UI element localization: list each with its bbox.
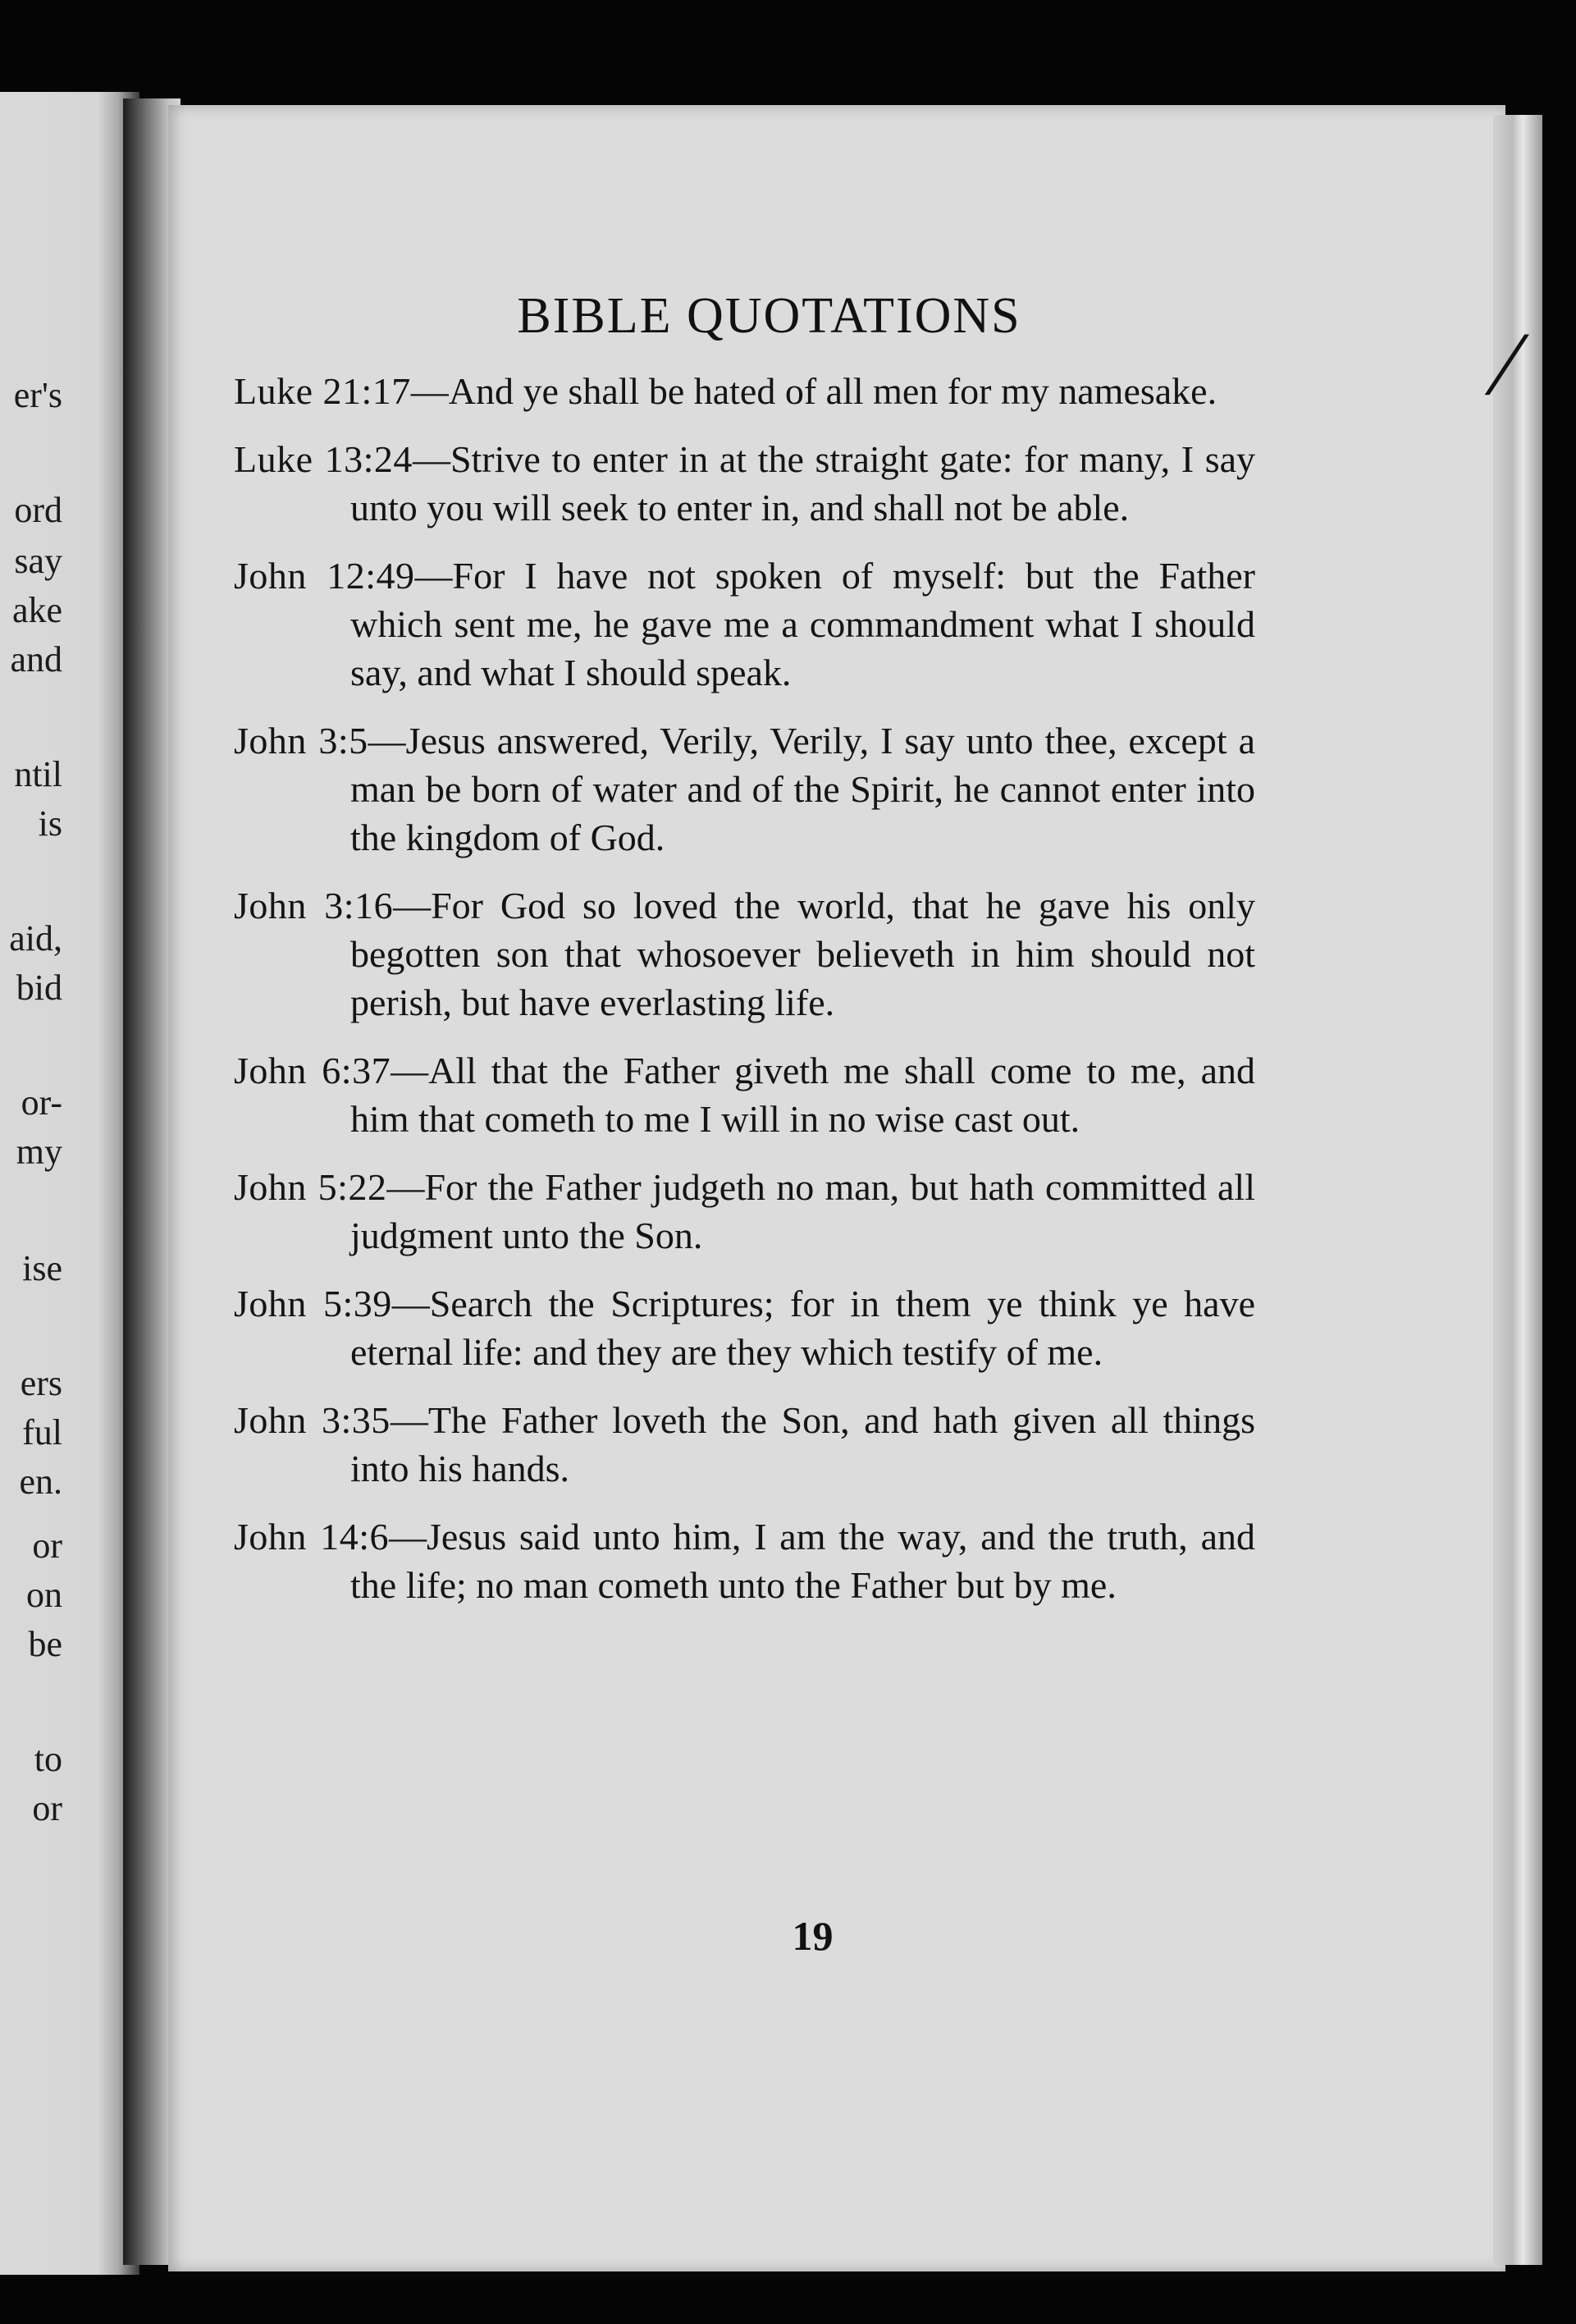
verse-reference: John 14:6: [234, 1516, 389, 1558]
verse-text: Jesus answered, Verily, Verily, I say unto thee, except a man be born of water and of the Spirit, he cannot enter into the kingdom of God.: [350, 720, 1255, 858]
left-fragment: or: [32, 1788, 62, 1828]
left-fragment: ake: [11, 590, 62, 630]
page-title: BIBLE QUOTATIONS: [517, 288, 1021, 344]
verse-text: All that the Father giveth me shall come to me, and him that cometh to me I will in no wise cast out.: [350, 1050, 1255, 1140]
verse-text: For God so loved the world, that he gave his only begotten son that whosoever believeth in him should not perish, but have everlasting life.: [350, 885, 1255, 1023]
quotation-entry: John 3:5—Jesus answered, Verily, Verily, I say unto thee, except a man be born of water and of the Spirit, he cannot enter into the kingdom of God.: [234, 720, 1255, 858]
edge-mark: /: [1486, 313, 1526, 414]
verse-text: Search the Scriptures; for in them ye think ye have eternal life: and they are they which testify of me.: [350, 1283, 1255, 1373]
left-fragment: ful: [22, 1412, 62, 1452]
verse-reference: Luke 13:24: [234, 438, 413, 480]
left-fragment: ord: [14, 490, 62, 530]
left-fragment: ers: [20, 1363, 62, 1403]
quotation-entry: Luke 21:17—And ye shall be hated of all men for my namesake.: [234, 370, 1217, 412]
verse-reference: Luke 21:17: [234, 370, 411, 412]
verse-reference: John 12:49: [234, 555, 415, 597]
verse-text: And ye shall be hated of all men for my namesake.: [448, 370, 1217, 412]
quotation-entry: John 3:35—The Father loveth the Son, and hath given all things into his hands.: [234, 1399, 1255, 1489]
quotation-entry: John 6:37—All that the Father giveth me shall come to me, and him that cometh to me I will in no wise cast out.: [234, 1050, 1255, 1140]
verse-text: For I have not spoken of myself: but the Father which sent me, he gave me a commandment what I should say, and what I should speak.: [350, 555, 1255, 693]
left-fragment: be: [28, 1624, 62, 1664]
verse-reference: John 5:22: [234, 1166, 387, 1208]
left-fragment: bid: [16, 968, 62, 1008]
left-fragment: on: [26, 1575, 62, 1615]
verse-text: Strive to enter in at the straight gate: for many, I say unto you will seek to enter in, and shall not be able.: [350, 438, 1256, 528]
left-fragment: or-: [21, 1082, 62, 1123]
left-fragment: er's: [13, 375, 62, 415]
left-fragment: ise: [22, 1248, 62, 1288]
left-fragment: aid,: [9, 918, 62, 958]
verse-text: For the Father judgeth no man, but hath committed all judgment unto the Son.: [350, 1166, 1255, 1256]
page-number: 19: [792, 1913, 834, 1959]
quotation-entry: John 3:16—For God so loved the world, that he gave his only begotten son that whosoever believeth in him should not perish, but have everlasting life.: [234, 885, 1255, 1023]
left-fragment: and: [10, 639, 62, 679]
page-content: [234, 287, 1255, 1629]
verse-text: The Father loveth the Son, and hath given all things into his hands.: [350, 1399, 1255, 1489]
left-fragment: en.: [19, 1462, 62, 1502]
verse-reference: John 3:5: [234, 720, 368, 762]
left-fragment: ntil: [14, 754, 62, 794]
left-fragment: my: [16, 1132, 62, 1172]
verse-reference: John 3:35: [234, 1399, 391, 1441]
verse-reference: John 3:16: [234, 885, 394, 926]
quotation-entry: John 5:22—For the Father judgeth no man, but hath committed all judgment unto the Son.: [234, 1166, 1255, 1256]
left-fragment: or: [32, 1526, 62, 1566]
quotation-entry: John 5:39—Search the Scriptures; for in them ye think ye have eternal life: and they are they which testify of me.: [234, 1283, 1255, 1373]
left-fragment: say: [14, 541, 62, 581]
verse-reference: John 6:37: [234, 1050, 391, 1091]
left-fragment: is: [38, 803, 62, 844]
verse-reference: John 5:39: [234, 1283, 392, 1324]
left-fragment: to: [34, 1739, 62, 1779]
verse-text: Jesus said unto him, I am the way, and the truth, and the life; no man cometh unto the Father but by me.: [350, 1516, 1255, 1606]
quotation-entry: John 12:49—For I have not spoken of myself: but the Father which sent me, he gave me a commandment what I should say, and what I should speak.: [234, 555, 1255, 693]
quotation-entry: John 14:6—Jesus said unto him, I am the way, and the truth, and the life; no man cometh unto the Father but by me.: [234, 1516, 1255, 1606]
quotation-entry: Luke 13:24—Strive to enter in at the straight gate: for many, I say unto you will seek to enter in, and shall not be able.: [234, 438, 1256, 528]
